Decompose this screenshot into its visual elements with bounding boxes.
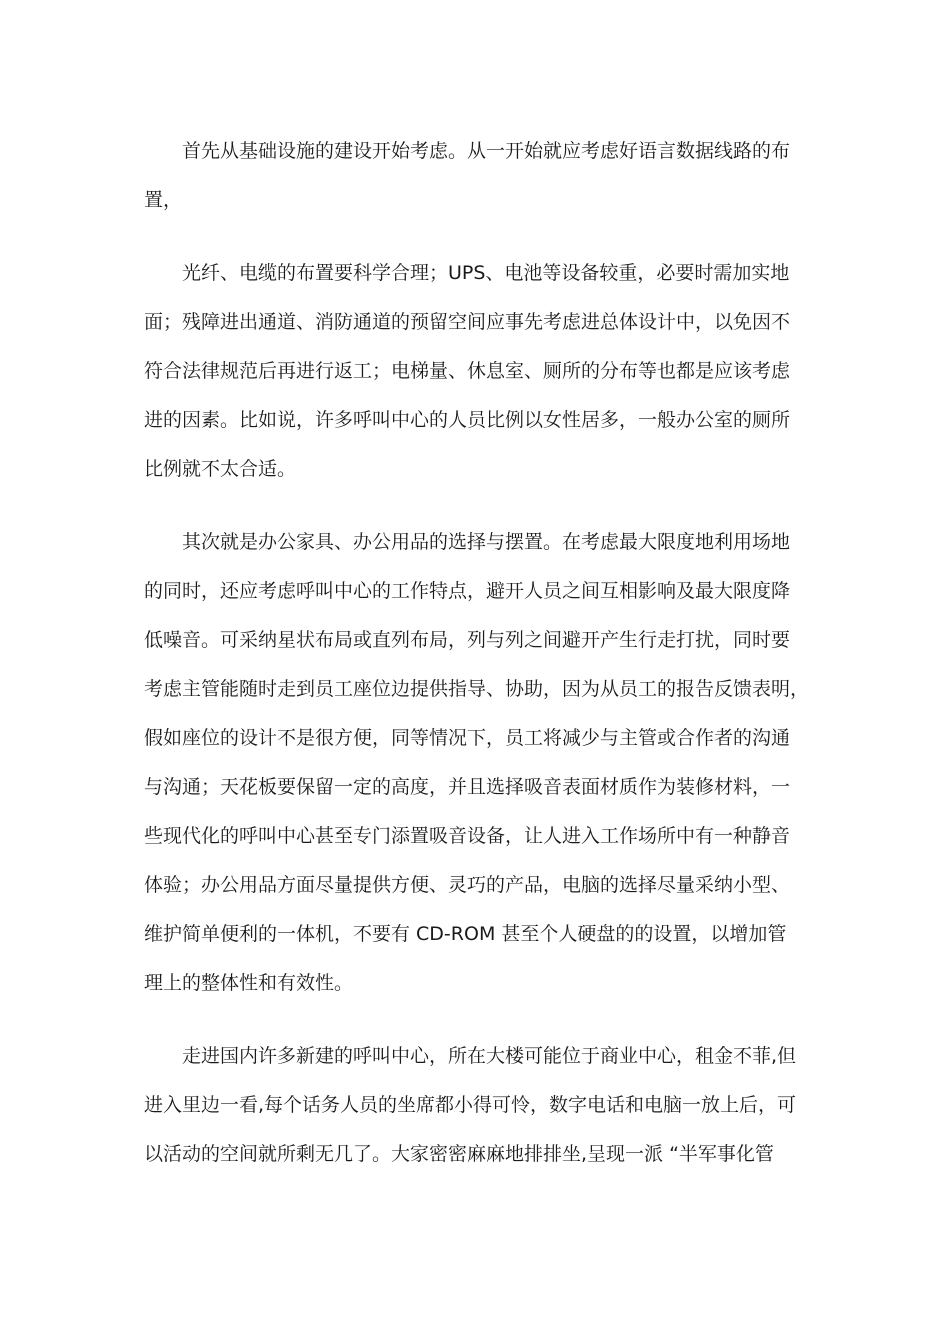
paragraph-infrastructure: [144, 127, 806, 225]
text-line: 首先从基础设施的建设开始考虑。从一开始就应考虑好语言数据线路的布: [144, 140, 791, 162]
text-line: 维护简单便利的一体机，不要有 CD-ROM 甚至个人硬盘的的设置，以增加管: [144, 923, 787, 945]
text-line: 考虑主管能随时走到员工座位边提供指导、协助，因为从员工的报告反馈表明，: [144, 678, 810, 700]
paragraph-cabling: [144, 249, 806, 494]
text-line: 理上的整体性和有效性。: [144, 972, 354, 994]
text-line: 符合法律规范后再进行返工；电梯量、休息室、厕所的分布等也都是应该考虑: [144, 360, 791, 382]
document-body: [144, 127, 810, 1179]
text-line: 些现代化的呼叫中心甚至专门添置吸音设备，让人进入工作场所中有一种静音: [144, 825, 791, 847]
text-line: 以活动的空间就所剩无几了。大家密密麻麻地排排坐,呈现一派 “半军事化管: [144, 1143, 774, 1165]
text-line: 进入里边一看,每个话务人员的坐席都小得可怜，数字电话和电脑一放上后，可: [144, 1094, 797, 1116]
text-line: 比例就不太合适。: [144, 458, 297, 480]
text-line: 面；残障进出通道、消防通道的预留空间应事先考虑进总体设计中，以免因不: [144, 311, 791, 333]
text-line: 假如座位的设计不是很方便，同等情况下，员工将减少与主管或合作者的沟通: [144, 727, 791, 749]
text-line: 走进国内许多新建的呼叫中心，所在大楼可能位于商业中心，租金不菲,但: [144, 1045, 797, 1067]
text-line: 与沟通；天花板要保留一定的高度，并且选择吸音表面材质作为装修材料，一: [144, 776, 791, 798]
text-line: 光纤、电缆的布置要科学合理；UPS、电池等设备较重，必要时需加实地: [144, 262, 790, 284]
text-line: 体验；办公用品方面尽量提供方便、灵巧的产品，电脑的选择尽量采纳小型、: [144, 874, 791, 896]
text-line: 进的因素。比如说，许多呼叫中心的人员比例以女性居多，一般办公室的厕所: [144, 409, 791, 431]
text-line: 其次就是办公家具、办公用品的选择与摆置。在考虑最大限度地利用场地: [144, 531, 791, 553]
paragraph-seating: [144, 1032, 806, 1179]
text-line: 的同时，还应考虑呼叫中心的工作特点，避开人员之间互相影响及最大限度降: [144, 580, 791, 602]
text-line: 置，: [144, 189, 183, 211]
text-line: 低噪音。可采纳星状布局或直列布局，列与列之间避开产生行走打扰，同时要: [144, 629, 791, 651]
paragraph-furniture: [144, 518, 810, 1008]
